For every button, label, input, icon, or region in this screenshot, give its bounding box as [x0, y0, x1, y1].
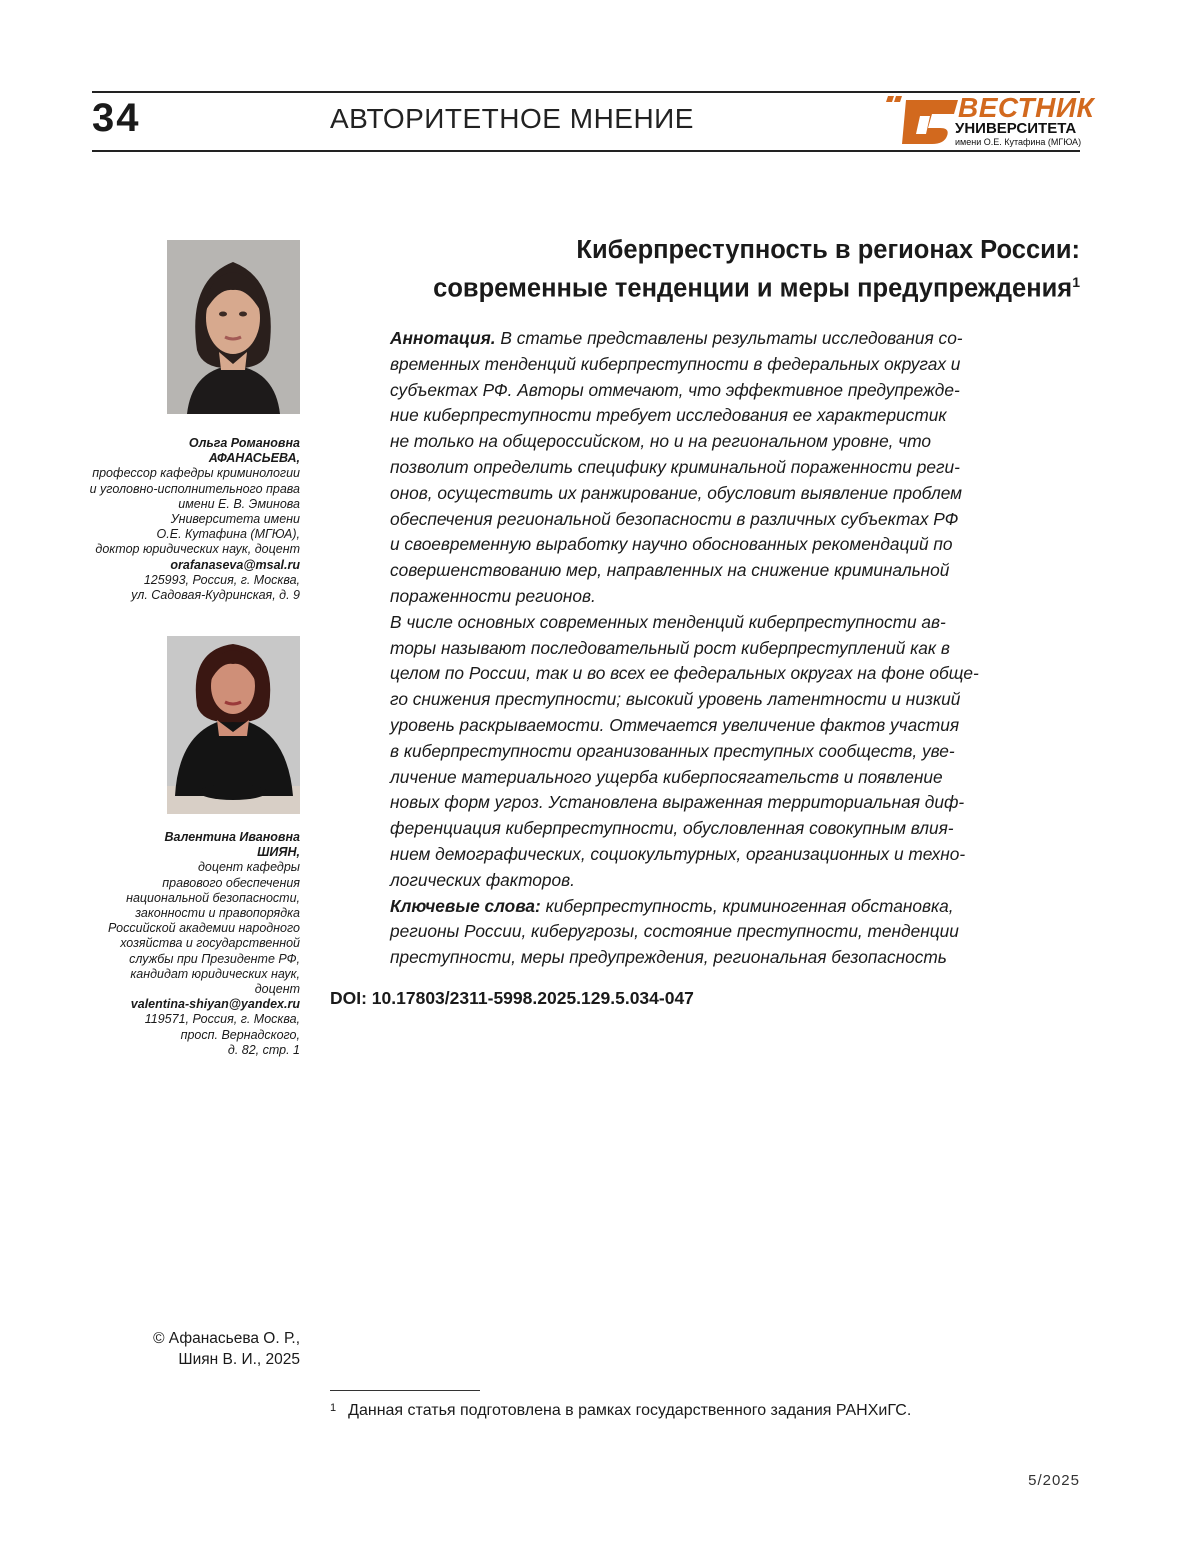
copyright-line: © Афанасьева О. Р., — [153, 1328, 300, 1349]
article-title-text: современные тенденции и меры предупреждения — [433, 275, 1072, 303]
author-address: 119571, Россия, г. Москва, — [60, 1012, 300, 1027]
author-info-afanasyeva — [60, 436, 300, 603]
abstract-line: торы называют последовательный рост киберпреступлений как в — [390, 636, 1024, 662]
abstract-line: целом по России, так и во всех ее федеральных округах на фоне обще- — [390, 661, 1024, 687]
author-degree: доктор юридических наук, доцент — [60, 542, 300, 557]
author-position: доцент кафедры — [60, 860, 300, 875]
author-position: законности и правопорядка — [60, 906, 300, 921]
abstract-line: уровень раскрываемости. Отмечается увеличение фактов участия — [390, 713, 1024, 739]
header-top-rule — [92, 91, 1080, 93]
copyright-line: Шиян В. И., 2025 — [153, 1349, 300, 1370]
doi-link[interactable]: DOI: 10.17803/2311-5998.2025.129.5.034-047 — [330, 988, 694, 1009]
article-title-line: Киберпреступность в регионах России: — [433, 234, 1080, 266]
footnote-mark: 1 — [330, 1402, 336, 1414]
logo-university-name: имени О.Е. Кутафина (МГЮА) — [955, 137, 1081, 147]
issue-number: 5/2025 — [1028, 1472, 1080, 1489]
abstract-line: нием демографических, социокультурных, организационных и техно- — [390, 842, 1024, 868]
page-number: 34 — [92, 96, 141, 141]
abstract-line: онов, осуществить их ранжирование, обусловит выявление проблем — [390, 481, 1024, 507]
article-title-line — [433, 266, 1080, 305]
article-title — [433, 234, 1080, 305]
author-address: ул. Садовая-Кудринская, д. 9 — [60, 588, 300, 603]
title-footnote-mark[interactable]: 1 — [1072, 274, 1080, 290]
keywords-label: Ключевые слова: — [390, 896, 541, 916]
section-title: АВТОРИТЕТНОЕ МНЕНИЕ — [330, 103, 694, 135]
abstract-line: позволит определить специфику криминальной пораженности реги- — [390, 455, 1024, 481]
footnote-text: Данная статья подготовлена в рамках государственного задания РАНХиГС. — [348, 1402, 911, 1419]
author-surname: АФАНАСЬЕВА, — [60, 451, 300, 466]
author-info-shiyan — [60, 830, 300, 1058]
abstract-line: В числе основных современных тенденций киберпреступности ав- — [390, 610, 1024, 636]
author-position: службы при Президенте РФ, — [60, 952, 300, 967]
portrait-icon — [167, 240, 300, 414]
abstract — [390, 326, 1024, 971]
abstract-line: в киберпреступности организованных преступных сообществ, уве- — [390, 739, 1024, 765]
author-photo-afanasyeva — [167, 240, 300, 414]
footnote-divider — [330, 1390, 480, 1391]
abstract-line: и своевременную выработку научно обоснованных рекомендаций по — [390, 532, 1024, 558]
abstract-line: новых форм угроз. Установлена выраженная территориальная диф- — [390, 790, 1024, 816]
copyright — [153, 1328, 300, 1370]
author-position: имени Е. В. Эминова — [60, 497, 300, 512]
keywords-line — [390, 894, 1024, 920]
abstract-line: пораженности регионов. — [390, 584, 1024, 610]
abstract-line — [390, 326, 1024, 352]
author-position: и уголовно-исполнительного права — [60, 482, 300, 497]
logo-mark-icon — [880, 94, 960, 146]
author-photo-shiyan — [167, 636, 300, 814]
logo-title: ВЕСТНИК — [958, 92, 1094, 124]
abstract-label: Аннотация. — [390, 328, 496, 348]
author-surname: ШИЯН, — [60, 845, 300, 860]
keywords-text: киберпреступность, криминогенная обстановка, — [541, 896, 954, 916]
abstract-line: не только на общероссийском, но и на региональном уровне, что — [390, 429, 1024, 455]
abstract-line: обеспечения региональной безопасности в различных субъектах РФ — [390, 507, 1024, 533]
author-position: профессор кафедры криминологии — [60, 466, 300, 481]
abstract-line: субъектах РФ. Авторы отмечают, что эффективное предупрежде- — [390, 378, 1024, 404]
author-position: О.Е. Кутафина (МГЮА), — [60, 527, 300, 542]
author-name: Ольга Романовна — [60, 436, 300, 451]
author-name: Валентина Ивановна — [60, 830, 300, 845]
journal-logo — [880, 94, 1080, 150]
logo-subtitle: УНИВЕРСИТЕТА — [955, 120, 1076, 137]
author-degree: кандидат юридических наук, — [60, 967, 300, 982]
portrait-icon — [167, 636, 300, 814]
abstract-line: ние киберпреступности требует исследования ее характеристик — [390, 403, 1024, 429]
keywords-line: преступности, меры предупреждения, региональная безопасность — [390, 945, 1024, 971]
abstract-text: В статье представлены результаты исследования со- — [496, 328, 963, 348]
keywords-line: регионы России, киберугрозы, состояние преступности, тенденции — [390, 919, 1024, 945]
author-degree: доцент — [60, 982, 300, 997]
author-email-link[interactable]: valentina-shiyan@yandex.ru — [60, 997, 300, 1012]
author-address: 125993, Россия, г. Москва, — [60, 573, 300, 588]
header-bottom-rule — [92, 150, 1080, 152]
author-position: национальной безопасности, — [60, 891, 300, 906]
abstract-line: ференциация киберпреступности, обусловленная совокупным влия- — [390, 816, 1024, 842]
footnote — [330, 1402, 911, 1420]
abstract-line: совершенствованию мер, направленных на снижение криминальной — [390, 558, 1024, 584]
abstract-line: личение материального ущерба киберпосягательств и появление — [390, 765, 1024, 791]
author-position: Российской академии народного — [60, 921, 300, 936]
author-position: хозяйства и государственной — [60, 936, 300, 951]
author-email-link[interactable]: orafanaseva@msal.ru — [60, 558, 300, 573]
abstract-line: логических факторов. — [390, 868, 1024, 894]
author-position: правового обеспечения — [60, 876, 300, 891]
abstract-line: го снижения преступности; высокий уровень латентности и низкий — [390, 687, 1024, 713]
author-address: просп. Вернадского, — [60, 1028, 300, 1043]
abstract-line: временных тенденций киберпреступности в федеральных округах и — [390, 352, 1024, 378]
author-position: Университета имени — [60, 512, 300, 527]
author-address: д. 82, стр. 1 — [60, 1043, 300, 1058]
